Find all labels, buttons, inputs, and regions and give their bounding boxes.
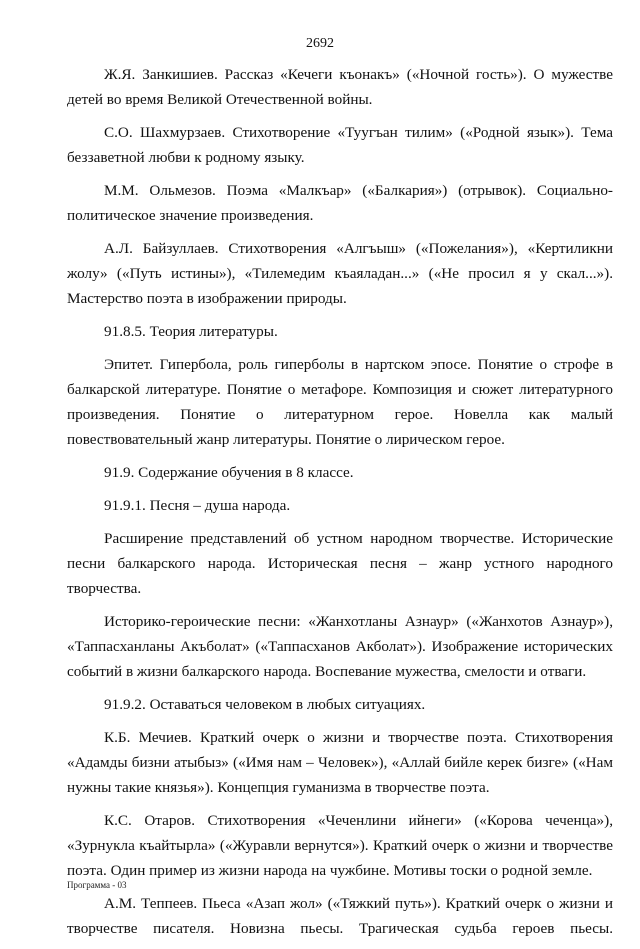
paragraph-heroic-songs: Историко-героические песни: «Жанхотланы Азнаур» («Жанхотов Азнаур»), «Таппасханланы Акъболат» («Таппасханов Акболат»). Изображение исторических событий в жизни балкарского народа. Воспевание мужества, смелости и отваги. (67, 613, 613, 680)
section-heading-91-9: 91.9. Содержание обучения в 8 классе. (104, 464, 354, 481)
paragraph-literature-theory: Эпитет. Гипербола, роль гиперболы в нартском эпосе. Понятие о строфе в балкарской литературе. Понятие о метафоре. Композиция и сюжет литературного произведения. Понятие о литературном герое. Новелла как малый повествовательный жанр литературы. Понятие о лирическом герое. (67, 356, 613, 448)
paragraph-zankishiev: Ж.Я. Занкишиев. Рассказ «Кечеги къонакъ» («Ночной гость»). О мужестве детей во время Великой Отечественной войны. (67, 66, 613, 108)
paragraph-otarov: К.С. Отаров. Стихотворения «Чеченлини ийнеги» («Корова чеченца»), «Зурнукла къайтырла» («Журавли вернутся»). Краткий очерк о жизни и творчестве поэта. Один пример из жизни народа на чужбине. Мотивы тоски о родной земле. (67, 812, 613, 879)
paragraph-shakhmurzaev: С.О. Шахмурзаев. Стихотворение «Туугъан тилим» («Родной язык»). Тема беззаветной любви к родному языку. (67, 124, 613, 166)
paragraph-mechiev: К.Б. Мечиев. Краткий очерк о жизни и творчестве поэта. Стихотворения «Адамды бизни атыбыз» («Имя нам – Человек»), «Аллай бийле керек бизге» («Нам нужны такие князья»). Концепция гуманизма в творчестве поэта. (67, 729, 613, 796)
paragraph-teppeev: А.М. Теппеев. Пьеса «Азап жол» («Тяжкий путь»). Краткий очерк о жизни и творчестве писателя. Новизна пьесы. Трагическая судьба героев пьесы. (67, 895, 613, 937)
document-body (67, 62, 613, 949)
paragraph-bayzullaev: А.Л. Байзуллаев. Стихотворения «Алгъыш» («Пожелания»), «Кертиликни жолу» («Путь истины»), «Тилемедим къаяладан...» («Не просил я у скал...»). Мастерство поэта в изображении природы. (67, 240, 613, 307)
paragraph-oral-folklore: Расширение представлений об устном народном творчестве. Исторические песни балкарского народа. Историческая песня – жанр устного народного творчества. (67, 530, 613, 597)
paragraph-olmezov: М.М. Ольмезов. Поэма «Малкъар» («Балкария») (отрывок). Социально-политическое значение произведения. (67, 182, 613, 224)
section-heading-91-8-5: 91.8.5. Теория литературы. (104, 323, 278, 340)
footer-label: Программа - 03 (67, 880, 127, 890)
section-heading-91-9-1: 91.9.1. Песня – душа народа. (104, 497, 291, 514)
page-number: 2692 (306, 36, 334, 51)
section-heading-91-9-2: 91.9.2. Оставаться человеком в любых ситуациях. (104, 696, 426, 713)
